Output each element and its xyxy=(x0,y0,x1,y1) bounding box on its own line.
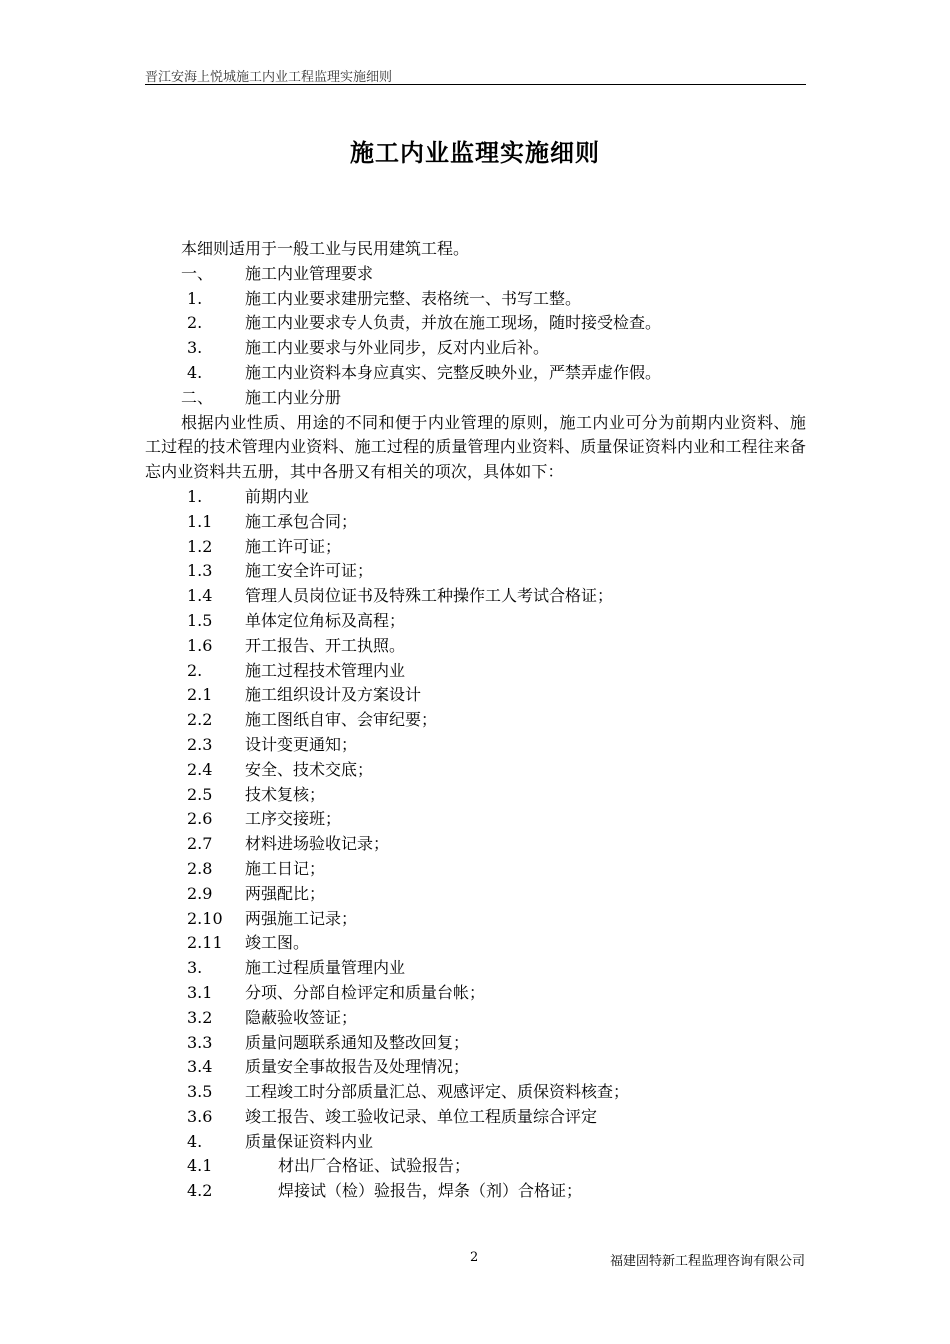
list-item xyxy=(145,1080,806,1105)
document-title: 施工内业监理实施细则 xyxy=(350,139,600,167)
list-item xyxy=(145,485,806,510)
list-item xyxy=(145,510,806,535)
item-text: 施工过程技术管理内业 xyxy=(245,660,406,680)
item-number: 2.4 xyxy=(187,759,213,779)
item-number: 3.3 xyxy=(187,1032,213,1052)
item-text: 竣工报告、竣工验收记录、单位工程质量综合评定 xyxy=(245,1106,598,1126)
list-item xyxy=(145,1105,806,1130)
item-number: 4.2 xyxy=(187,1181,213,1201)
list-item xyxy=(145,311,806,336)
section-title: 施工内业分册 xyxy=(245,387,342,407)
item-number: 1.2 xyxy=(187,536,213,556)
list-item xyxy=(145,1154,806,1179)
list-item xyxy=(145,683,806,708)
item-number: 3. xyxy=(187,338,203,358)
item-number: 2.6 xyxy=(187,809,213,829)
item-text: 分项、分部自检评定和质量台帐； xyxy=(245,982,486,1002)
section-heading xyxy=(145,262,806,287)
item-number: 3.2 xyxy=(187,1007,213,1027)
item-text: 竣工图。 xyxy=(245,933,310,953)
list-item xyxy=(145,882,806,907)
item-text: 两强配比； xyxy=(245,883,326,903)
item-number: 3.1 xyxy=(187,982,213,1002)
item-number: 1.5 xyxy=(187,610,213,630)
list-item xyxy=(145,609,806,634)
body-paragraph: 根据内业性质、用途的不同和便于内业管理的原则，施工内业可分为前期内业资料、施工过程的技术管理内业资料、施工过程的质量管理内业资料、质量保证资料内业和工程往来备忘内业资料共五册，其中各册又有相关的项次，具体如下： xyxy=(145,412,806,482)
item-text: 设计变更通知； xyxy=(245,734,358,754)
item-number: 4. xyxy=(187,362,203,382)
list-item xyxy=(145,931,806,956)
list-item xyxy=(145,1006,806,1031)
list-item xyxy=(145,361,806,386)
list-item xyxy=(145,956,806,981)
document-body xyxy=(145,237,806,1204)
list-item xyxy=(145,584,806,609)
item-number: 2.5 xyxy=(187,784,213,804)
list-item xyxy=(145,981,806,1006)
item-text: 施工内业要求专人负责，并放在施工现场，随时接受检查。 xyxy=(245,313,662,333)
item-text: 管理人员岗位证书及特殊工种操作工人考试合格证； xyxy=(245,586,614,606)
list-item xyxy=(145,807,806,832)
item-number: 4. xyxy=(187,1131,203,1151)
item-text: 施工内业要求与外业同步，反对内业后补。 xyxy=(245,338,550,358)
item-text: 安全、技术交底； xyxy=(245,759,374,779)
item-text: 施工承包合同； xyxy=(245,511,358,531)
item-number: 1. xyxy=(187,486,203,506)
footer-company: 福建固特新工程监理咨询有限公司 xyxy=(609,1254,805,1269)
section-number: 一、 xyxy=(181,263,214,283)
list-item xyxy=(145,535,806,560)
item-text: 施工过程质量管理内业 xyxy=(245,958,406,978)
item-number: 3. xyxy=(187,958,203,978)
list-item xyxy=(145,783,806,808)
item-text: 施工组织设计及方案设计 xyxy=(245,685,422,705)
item-number: 2. xyxy=(187,660,203,680)
section-title: 施工内业管理要求 xyxy=(245,263,374,283)
list-item xyxy=(145,336,806,361)
item-number: 2.3 xyxy=(187,734,213,754)
item-text: 材料进场验收记录； xyxy=(245,834,390,854)
item-text: 施工安全许可证； xyxy=(245,561,374,581)
intro-line: 本细则适用于一般工业与民用建筑工程。 xyxy=(181,239,470,258)
list-item xyxy=(145,1130,806,1155)
item-number: 2.8 xyxy=(187,858,213,878)
list-item xyxy=(145,559,806,584)
item-number: 3.6 xyxy=(187,1106,213,1126)
item-text: 单体定位角标及高程； xyxy=(245,610,406,630)
item-number: 2.9 xyxy=(187,883,213,903)
item-text: 前期内业 xyxy=(245,486,310,506)
item-text: 材出厂合格证、试验报告； xyxy=(278,1156,471,1176)
list-item xyxy=(145,287,806,312)
list-item xyxy=(145,634,806,659)
item-text: 开工报告、开工执照。 xyxy=(245,635,406,655)
item-number: 1.1 xyxy=(187,511,213,531)
list-item xyxy=(145,1031,806,1056)
list-item xyxy=(145,1179,806,1204)
item-text: 施工内业要求建册完整、表格统一、书写工整。 xyxy=(245,288,582,308)
item-number: 1.3 xyxy=(187,561,213,581)
item-number: 4.1 xyxy=(187,1156,213,1176)
item-text: 技术复核； xyxy=(245,784,326,804)
item-text: 焊接试（检）验报告，焊条（剂）合格证； xyxy=(278,1181,583,1201)
list-item xyxy=(145,733,806,758)
item-number: 2.7 xyxy=(187,834,213,854)
item-number: 3.5 xyxy=(187,1082,213,1102)
list-item xyxy=(145,708,806,733)
section2-list xyxy=(145,485,806,1204)
item-text: 工程竣工时分部质量汇总、观感评定、质保资料核查； xyxy=(245,1082,630,1102)
item-text: 两强施工记录； xyxy=(245,908,358,928)
item-number: 1.6 xyxy=(187,635,213,655)
list-item xyxy=(145,907,806,932)
item-text: 质量安全事故报告及处理情况； xyxy=(245,1057,470,1077)
item-text: 质量问题联系通知及整改回复； xyxy=(245,1032,470,1052)
list-item xyxy=(145,659,806,684)
item-text: 施工图纸自审、会审纪要； xyxy=(245,710,438,730)
page-number: 2 xyxy=(470,1250,479,1265)
item-text: 质量保证资料内业 xyxy=(245,1131,374,1151)
item-text: 工序交接班； xyxy=(245,809,342,829)
section1-list xyxy=(145,287,806,386)
list-item xyxy=(145,758,806,783)
item-number: 3.4 xyxy=(187,1057,213,1077)
section-heading xyxy=(145,386,806,411)
item-number: 2.1 xyxy=(187,685,213,705)
running-header: 晋江安海上悦城施工内业工程监理实施细则 xyxy=(145,70,393,85)
item-number: 2.11 xyxy=(187,933,223,953)
item-text: 施工日记； xyxy=(245,858,326,878)
item-text: 施工许可证； xyxy=(245,536,342,556)
item-number: 1.4 xyxy=(187,586,213,606)
list-item xyxy=(145,1055,806,1080)
item-number: 2. xyxy=(187,313,203,333)
header-divider xyxy=(145,84,806,85)
item-text: 施工内业资料本身应真实、完整反映外业，严禁弄虚作假。 xyxy=(245,362,662,382)
list-item xyxy=(145,832,806,857)
item-text: 隐蔽验收签证； xyxy=(245,1007,358,1027)
item-number: 1. xyxy=(187,288,203,308)
section-number: 二、 xyxy=(181,387,214,407)
item-number: 2.10 xyxy=(187,908,223,928)
list-item xyxy=(145,857,806,882)
item-number: 2.2 xyxy=(187,710,213,730)
